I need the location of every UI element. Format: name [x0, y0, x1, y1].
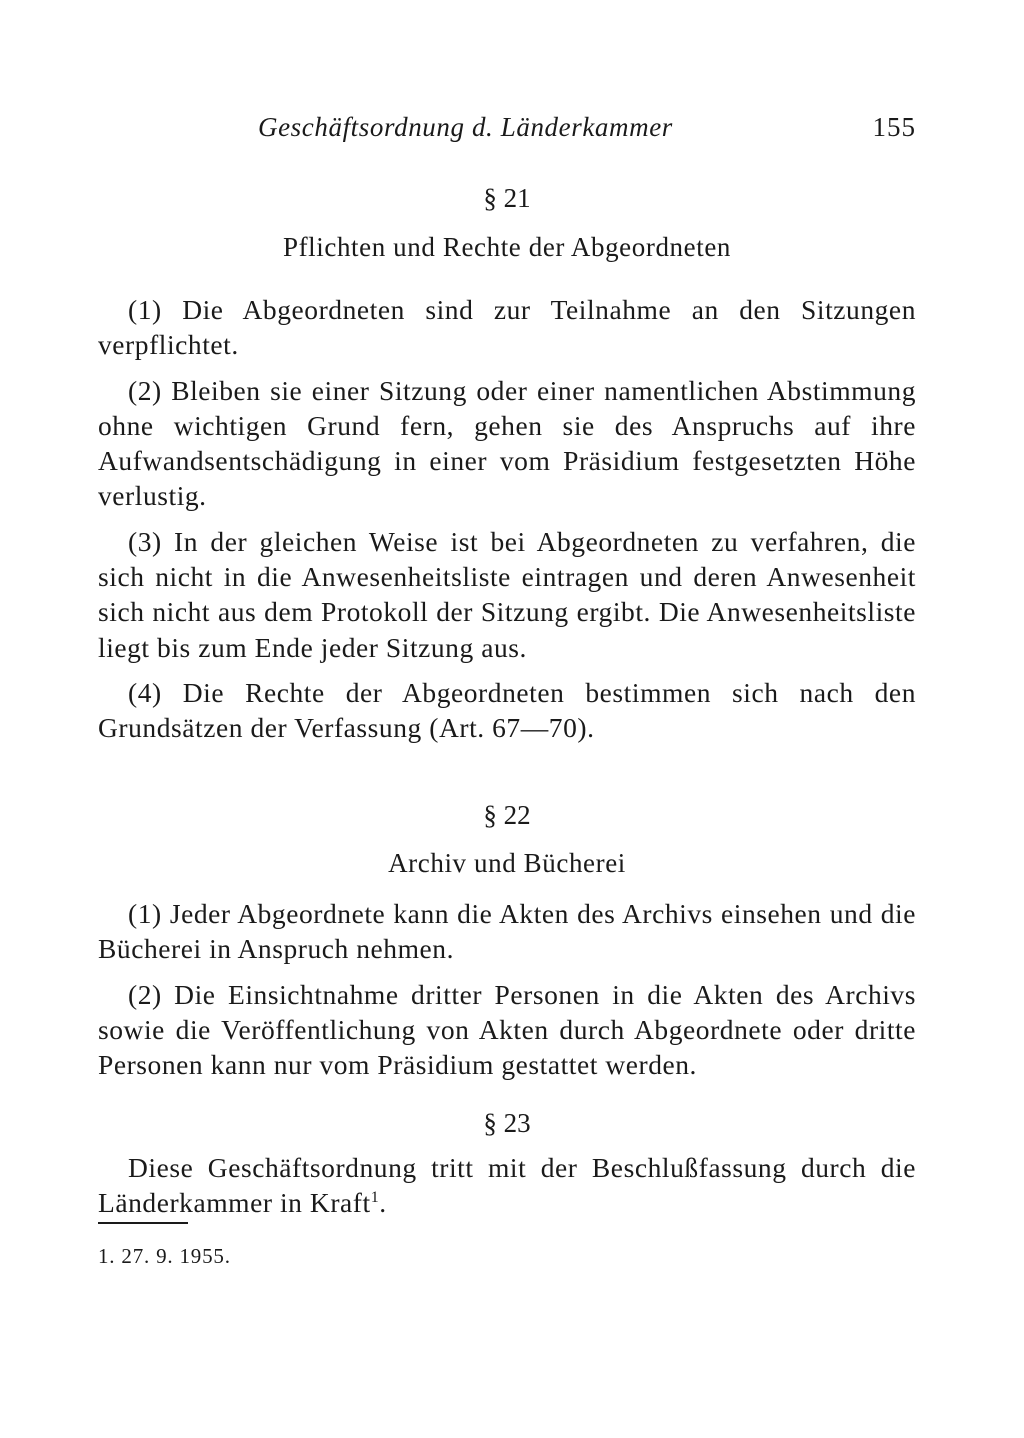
- section-23-body: [98, 1150, 916, 1221]
- section-heading: Pflichten und Rechte der Abgeordneten: [282, 232, 732, 262]
- page-number: 155: [872, 112, 916, 142]
- paragraph: (2) Bleiben sie einer Sitzung oder einer namentlichen Abstimmung ohne wichtigen Grund fern, gehen sie des Anspruchs auf ihre Aufwandsentschädigung in einer vom Präsidium festgesetzten Höhe verlustig.: [98, 374, 916, 512]
- section-number: § 23: [483, 1108, 531, 1138]
- paragraph: [98, 1150, 916, 1221]
- paragraph: (4) Die Rechte der Abgeordneten bestimmen sich nach den Grundsätzen der Verfassung (Art. 67—70).: [98, 676, 916, 744]
- paragraph: (1) Jeder Abgeordnete kann die Akten des Archivs einsehen und die Bücherei in Anspruch nehmen.: [98, 898, 916, 965]
- running-title: Geschäftsordnung d. Länderkammer: [258, 112, 673, 142]
- running-head: [98, 112, 916, 152]
- footnote-marker: 1: [370, 1189, 380, 1207]
- section-21-body: [98, 292, 916, 746]
- paragraph: (3) In der gleichen Weise ist bei Abgeordneten zu verfahren, die sich nicht in die Anwesenheitsliste eintragen und deren Anwesenheit sich nicht aus dem Protokoll der Sitzung ergibt. Die Anwesenheitsliste liegt bis zum Ende jeder Sitzung aus.: [98, 525, 916, 663]
- section-heading: Archiv und Bücherei: [388, 848, 626, 878]
- footnote: 1. 27. 9. 1955.: [98, 1244, 231, 1268]
- footnote-rule: [98, 1222, 188, 1224]
- section-number: § 22: [483, 800, 531, 830]
- section-number: § 21: [483, 183, 531, 213]
- paragraph-text: Diese Geschäftsordnung tritt mit der Beschlußfassung durch die Länderkammer in Kraft: [98, 1152, 916, 1219]
- section-22-body: [98, 896, 916, 1082]
- paragraph: (2) Die Einsichtnahme dritter Personen in die Akten des Archivs sowie die Veröffentlichung von Akten durch Abgeordnete oder dritte Personen kann nur vom Präsidium gestattet werden.: [98, 978, 916, 1081]
- paragraph: (1) Die Abgeordneten sind zur Teilnahme an den Sitzungen verpflichtet.: [98, 294, 916, 361]
- trailing-punctuation: .: [379, 1187, 387, 1219]
